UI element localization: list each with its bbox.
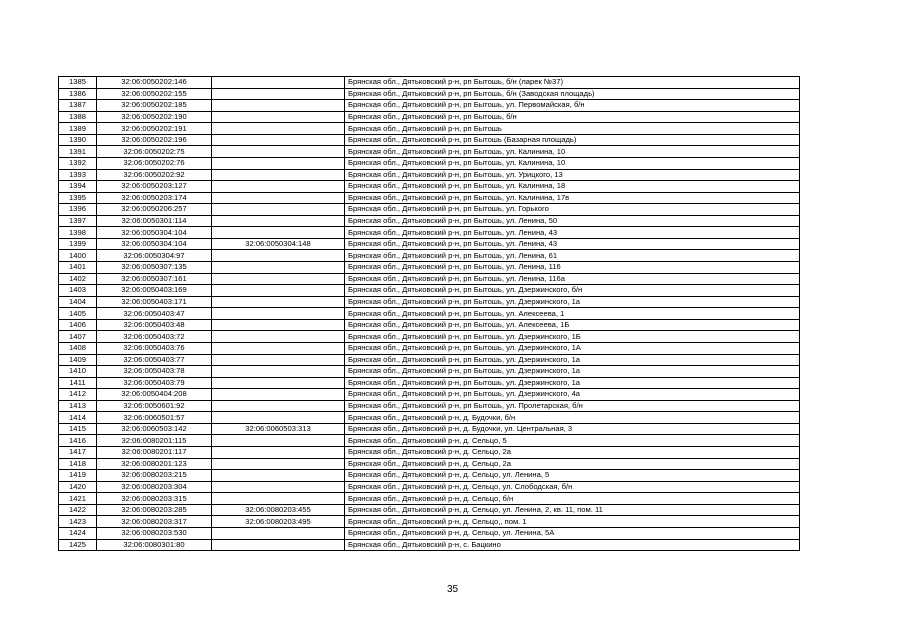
address-cell: Брянская обл., Дятьковский р-н, рп Бытошь, ул. Первомайская, б/н xyxy=(345,100,800,112)
related-cadastral-number-cell: 32:06:0050304:148 xyxy=(212,238,345,250)
address-cell: Брянская обл., Дятьковский р-н, рп Бытошь, ул. Пролетарская, б/н xyxy=(345,400,800,412)
table-row xyxy=(59,238,800,250)
cadastral-number-cell: 32:06:0050301:114 xyxy=(97,215,212,227)
row-number-cell: 1407 xyxy=(59,331,97,343)
address-cell: Брянская обл., Дятьковский р-н, рп Бытошь, ул. Ленина, 61 xyxy=(345,250,800,262)
table-row xyxy=(59,354,800,366)
related-cadastral-number-cell xyxy=(212,435,345,447)
table-row xyxy=(59,366,800,378)
table-row xyxy=(59,377,800,389)
row-number-cell: 1416 xyxy=(59,435,97,447)
cadastral-number-cell: 32:06:0050403:76 xyxy=(97,342,212,354)
row-number-cell: 1423 xyxy=(59,516,97,528)
table-row xyxy=(59,516,800,528)
table-row xyxy=(59,389,800,401)
table-row xyxy=(59,262,800,274)
row-number-cell: 1401 xyxy=(59,262,97,274)
table-row xyxy=(59,111,800,123)
row-number-cell: 1425 xyxy=(59,539,97,551)
row-number-cell: 1414 xyxy=(59,412,97,424)
cadastral-number-cell: 32:06:0050307:161 xyxy=(97,273,212,285)
table-row xyxy=(59,493,800,505)
cadastral-number-cell: 32:06:0080203:304 xyxy=(97,481,212,493)
address-cell: Брянская обл., Дятьковский р-н, д. Будочки, ул. Центральная, 3 xyxy=(345,423,800,435)
related-cadastral-number-cell xyxy=(212,111,345,123)
related-cadastral-number-cell xyxy=(212,157,345,169)
related-cadastral-number-cell: 32:06:0060503:313 xyxy=(212,423,345,435)
address-cell: Брянская обл., Дятьковский р-н, д. Сельцо, ул. Ленина, 5А xyxy=(345,527,800,539)
table-row xyxy=(59,285,800,297)
cadastral-number-cell: 32:06:0050206:257 xyxy=(97,204,212,216)
related-cadastral-number-cell xyxy=(212,331,345,343)
row-number-cell: 1408 xyxy=(59,342,97,354)
cadastral-number-cell: 32:06:0050403:169 xyxy=(97,285,212,297)
related-cadastral-number-cell xyxy=(212,308,345,320)
cadastral-number-cell: 32:06:0080201:117 xyxy=(97,447,212,459)
address-cell: Брянская обл., Дятьковский р-н, рп Бытошь, ул. Алексеева, 1 xyxy=(345,308,800,320)
related-cadastral-number-cell xyxy=(212,123,345,135)
related-cadastral-number-cell xyxy=(212,88,345,100)
row-number-cell: 1415 xyxy=(59,423,97,435)
table-row xyxy=(59,146,800,158)
address-cell: Брянская обл., Дятьковский р-н, рп Бытошь, ул. Дзержинского, 4а xyxy=(345,389,800,401)
related-cadastral-number-cell xyxy=(212,100,345,112)
cadastral-number-cell: 32:06:0050202:75 xyxy=(97,146,212,158)
address-cell: Брянская обл., Дятьковский р-н, рп Бытошь, ул. Калинина, 17в xyxy=(345,192,800,204)
address-cell: Брянская обл., Дятьковский р-н, рп Бытошь, ул. Урицкого, 13 xyxy=(345,169,800,181)
table-row xyxy=(59,435,800,447)
address-cell: Брянская обл., Дятьковский р-н, рп Бытошь, б/н (ларек №37) xyxy=(345,77,800,89)
row-number-cell: 1395 xyxy=(59,192,97,204)
related-cadastral-number-cell xyxy=(212,458,345,470)
related-cadastral-number-cell xyxy=(212,342,345,354)
address-cell: Брянская обл., Дятьковский р-н, д. Сельцо, 2а xyxy=(345,458,800,470)
cadastral-number-cell: 32:06:0060501:57 xyxy=(97,412,212,424)
address-cell: Брянская обл., Дятьковский р-н, рп Бытошь, ул. Ленина, 116а xyxy=(345,273,800,285)
address-cell: Брянская обл., Дятьковский р-н, д. Будочки, б/н xyxy=(345,412,800,424)
row-number-cell: 1398 xyxy=(59,227,97,239)
row-number-cell: 1405 xyxy=(59,308,97,320)
address-cell: Брянская обл., Дятьковский р-н, рп Бытошь (Базарная площадь) xyxy=(345,134,800,146)
related-cadastral-number-cell xyxy=(212,447,345,459)
address-cell: Брянская обл., Дятьковский р-н, д. Сельцо, ул. Слободская, б/н xyxy=(345,481,800,493)
related-cadastral-number-cell: 32:06:0080203:495 xyxy=(212,516,345,528)
table-row xyxy=(59,88,800,100)
cadastral-number-cell: 32:06:0080203:315 xyxy=(97,493,212,505)
row-number-cell: 1390 xyxy=(59,134,97,146)
cadastral-number-cell: 32:06:0050203:174 xyxy=(97,192,212,204)
cadastral-number-cell: 32:06:0050202:155 xyxy=(97,88,212,100)
related-cadastral-number-cell xyxy=(212,377,345,389)
table-row xyxy=(59,157,800,169)
address-cell: Брянская обл., Дятьковский р-н, рп Бытошь, ул. Алексеева, 1Б xyxy=(345,319,800,331)
cadastral-number-cell: 32:06:0050202:190 xyxy=(97,111,212,123)
row-number-cell: 1421 xyxy=(59,493,97,505)
address-cell: Брянская обл., Дятьковский р-н, д. Сельцо, ул. Ленина, 2, кв. 11, пом. 11 xyxy=(345,504,800,516)
table-row xyxy=(59,458,800,470)
table-row xyxy=(59,296,800,308)
address-cell: Брянская обл., Дятьковский р-н, рп Бытошь, ул. Дзержинского, 1а xyxy=(345,366,800,378)
related-cadastral-number-cell xyxy=(212,296,345,308)
row-number-cell: 1396 xyxy=(59,204,97,216)
row-number-cell: 1391 xyxy=(59,146,97,158)
cadastral-number-cell: 32:06:0050202:146 xyxy=(97,77,212,89)
related-cadastral-number-cell xyxy=(212,273,345,285)
cadastral-number-cell: 32:06:0080201:123 xyxy=(97,458,212,470)
row-number-cell: 1402 xyxy=(59,273,97,285)
related-cadastral-number-cell xyxy=(212,539,345,551)
address-cell: Брянская обл., Дятьковский р-н, рп Бытошь, ул. Дзержинского, 1Б xyxy=(345,331,800,343)
address-cell: Брянская обл., Дятьковский р-н, рп Бытошь, ул. Дзержинского, 1а xyxy=(345,296,800,308)
table-row xyxy=(59,204,800,216)
row-number-cell: 1413 xyxy=(59,400,97,412)
cadastral-number-cell: 32:06:0050304:104 xyxy=(97,227,212,239)
cadastral-number-cell: 32:06:0050403:47 xyxy=(97,308,212,320)
related-cadastral-number-cell xyxy=(212,481,345,493)
address-cell: Брянская обл., Дятьковский р-н, д. Сельцо, 2а xyxy=(345,447,800,459)
related-cadastral-number-cell xyxy=(212,250,345,262)
table-row xyxy=(59,227,800,239)
row-number-cell: 1418 xyxy=(59,458,97,470)
page-number: 35 xyxy=(446,584,459,595)
row-number-cell: 1417 xyxy=(59,447,97,459)
related-cadastral-number-cell xyxy=(212,169,345,181)
related-cadastral-number-cell xyxy=(212,227,345,239)
cadastral-number-cell: 32:06:0050403:171 xyxy=(97,296,212,308)
row-number-cell: 1388 xyxy=(59,111,97,123)
address-cell: Брянская обл., Дятьковский р-н, д. Сельцо,, пом. 1 xyxy=(345,516,800,528)
cadastral-number-cell: 32:06:0050601:92 xyxy=(97,400,212,412)
address-cell: Брянская обл., Дятьковский р-н, д. Сельцо, ул. Ленина, 5 xyxy=(345,470,800,482)
cadastral-number-cell: 32:06:0050203:127 xyxy=(97,181,212,193)
table-row xyxy=(59,100,800,112)
address-cell: Брянская обл., Дятьковский р-н, рп Бытошь, ул. Дзержинского, 1А xyxy=(345,342,800,354)
row-number-cell: 1404 xyxy=(59,296,97,308)
address-cell: Брянская обл., Дятьковский р-н, с. Бацкино xyxy=(345,539,800,551)
row-number-cell: 1389 xyxy=(59,123,97,135)
address-cell: Брянская обл., Дятьковский р-н, д. Сельцо, 5 xyxy=(345,435,800,447)
address-cell: Брянская обл., Дятьковский р-н, рп Бытошь xyxy=(345,123,800,135)
cadastral-number-cell: 32:06:0050202:76 xyxy=(97,157,212,169)
cadastral-number-cell: 32:06:0080203:215 xyxy=(97,470,212,482)
related-cadastral-number-cell xyxy=(212,470,345,482)
table-row xyxy=(59,319,800,331)
row-number-cell: 1385 xyxy=(59,77,97,89)
row-number-cell: 1409 xyxy=(59,354,97,366)
row-number-cell: 1392 xyxy=(59,157,97,169)
related-cadastral-number-cell xyxy=(212,262,345,274)
address-cell: Брянская обл., Дятьковский р-н, рп Бытошь, ул. Ленина, 50 xyxy=(345,215,800,227)
related-cadastral-number-cell xyxy=(212,412,345,424)
table-row xyxy=(59,169,800,181)
cadastral-number-cell: 32:06:0060503:142 xyxy=(97,423,212,435)
table-row xyxy=(59,412,800,424)
row-number-cell: 1400 xyxy=(59,250,97,262)
address-cell: Брянская обл., Дятьковский р-н, рп Бытошь, ул. Дзержинского, 1а xyxy=(345,377,800,389)
address-cell: Брянская обл., Дятьковский р-н, рп Бытошь, ул. Дзержинского, 1а xyxy=(345,354,800,366)
row-number-cell: 1386 xyxy=(59,88,97,100)
related-cadastral-number-cell xyxy=(212,192,345,204)
table-row xyxy=(59,123,800,135)
related-cadastral-number-cell xyxy=(212,77,345,89)
cadastral-number-cell: 32:06:0050304:97 xyxy=(97,250,212,262)
cadastral-number-cell: 32:06:0050304:104 xyxy=(97,238,212,250)
table-row xyxy=(59,539,800,551)
related-cadastral-number-cell xyxy=(212,204,345,216)
row-number-cell: 1393 xyxy=(59,169,97,181)
row-number-cell: 1394 xyxy=(59,181,97,193)
address-cell: Брянская обл., Дятьковский р-н, рп Бытошь, ул. Калинина, 10 xyxy=(345,157,800,169)
cadastral-number-cell: 32:06:0050202:191 xyxy=(97,123,212,135)
table-row xyxy=(59,527,800,539)
table-row xyxy=(59,192,800,204)
address-cell: Брянская обл., Дятьковский р-н, рп Бытошь, ул. Горького xyxy=(345,204,800,216)
table-row xyxy=(59,181,800,193)
property-register-table xyxy=(58,76,800,551)
related-cadastral-number-cell xyxy=(212,134,345,146)
cadastral-number-cell: 32:06:0080203:285 xyxy=(97,504,212,516)
related-cadastral-number-cell xyxy=(212,215,345,227)
cadastral-number-cell: 32:06:0050307:135 xyxy=(97,262,212,274)
cadastral-number-cell: 32:06:0080203:530 xyxy=(97,527,212,539)
row-number-cell: 1411 xyxy=(59,377,97,389)
related-cadastral-number-cell xyxy=(212,181,345,193)
table-row xyxy=(59,481,800,493)
address-cell: Брянская обл., Дятьковский р-н, рп Бытошь, ул. Дзержинского, б/н xyxy=(345,285,800,297)
related-cadastral-number-cell xyxy=(212,319,345,331)
cadastral-number-cell: 32:06:0050202:185 xyxy=(97,100,212,112)
cadastral-number-cell: 32:06:0050404:208 xyxy=(97,389,212,401)
related-cadastral-number-cell xyxy=(212,389,345,401)
address-cell: Брянская обл., Дятьковский р-н, рп Бытошь, ул. Калинина, 10 xyxy=(345,146,800,158)
table-row xyxy=(59,250,800,262)
cadastral-number-cell: 32:06:0050403:79 xyxy=(97,377,212,389)
cadastral-number-cell: 32:06:0050403:72 xyxy=(97,331,212,343)
cadastral-number-cell: 32:06:0050403:48 xyxy=(97,319,212,331)
address-cell: Брянская обл., Дятьковский р-н, рп Бытошь, ул. Ленина, 116 xyxy=(345,262,800,274)
row-number-cell: 1424 xyxy=(59,527,97,539)
table-row xyxy=(59,342,800,354)
table-row xyxy=(59,134,800,146)
related-cadastral-number-cell xyxy=(212,527,345,539)
address-cell: Брянская обл., Дятьковский р-н, рп Бытошь, ул. Калинина, 18 xyxy=(345,181,800,193)
table-row xyxy=(59,331,800,343)
related-cadastral-number-cell xyxy=(212,285,345,297)
row-number-cell: 1419 xyxy=(59,470,97,482)
cadastral-number-cell: 32:06:0080203:317 xyxy=(97,516,212,528)
table-row xyxy=(59,77,800,89)
table-row xyxy=(59,273,800,285)
row-number-cell: 1397 xyxy=(59,215,97,227)
cadastral-number-cell: 32:06:0080201:115 xyxy=(97,435,212,447)
table-row xyxy=(59,423,800,435)
row-number-cell: 1420 xyxy=(59,481,97,493)
row-number-cell: 1406 xyxy=(59,319,97,331)
address-cell: Брянская обл., Дятьковский р-н, д. Сельцо, б/н xyxy=(345,493,800,505)
row-number-cell: 1399 xyxy=(59,238,97,250)
table-row xyxy=(59,470,800,482)
table-row xyxy=(59,308,800,320)
address-cell: Брянская обл., Дятьковский р-н, рп Бытошь, ул. Ленина, 43 xyxy=(345,227,800,239)
table-row xyxy=(59,447,800,459)
related-cadastral-number-cell: 32:06:0080203:455 xyxy=(212,504,345,516)
related-cadastral-number-cell xyxy=(212,146,345,158)
cadastral-number-cell: 32:06:0050202:92 xyxy=(97,169,212,181)
address-cell: Брянская обл., Дятьковский р-н, рп Бытошь, б/н (Заводская площадь) xyxy=(345,88,800,100)
table-row xyxy=(59,504,800,516)
related-cadastral-number-cell xyxy=(212,400,345,412)
row-number-cell: 1412 xyxy=(59,389,97,401)
related-cadastral-number-cell xyxy=(212,493,345,505)
row-number-cell: 1387 xyxy=(59,100,97,112)
table-row xyxy=(59,400,800,412)
cadastral-number-cell: 32:06:0050202:196 xyxy=(97,134,212,146)
address-cell: Брянская обл., Дятьковский р-н, рп Бытошь, ул. Ленина, 43 xyxy=(345,238,800,250)
address-cell: Брянская обл., Дятьковский р-н, рп Бытошь, б/н xyxy=(345,111,800,123)
table-row xyxy=(59,215,800,227)
cadastral-number-cell: 32:06:0050403:78 xyxy=(97,366,212,378)
row-number-cell: 1410 xyxy=(59,366,97,378)
row-number-cell: 1403 xyxy=(59,285,97,297)
related-cadastral-number-cell xyxy=(212,354,345,366)
cadastral-number-cell: 32:06:0050403:77 xyxy=(97,354,212,366)
related-cadastral-number-cell xyxy=(212,366,345,378)
cadastral-number-cell: 32:06:0080301:80 xyxy=(97,539,212,551)
table-body xyxy=(59,77,800,551)
row-number-cell: 1422 xyxy=(59,504,97,516)
